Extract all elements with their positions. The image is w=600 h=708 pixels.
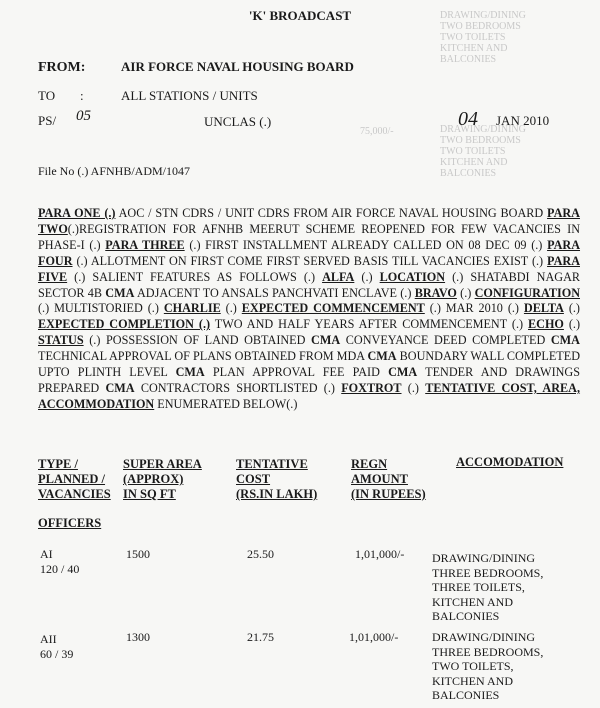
para-one-label: PARA ONE (.) [38, 206, 116, 220]
ps-handwritten-number: 05 [76, 108, 91, 124]
row-2-type: AII 60 / 39 [40, 632, 74, 661]
section-officers: OFFICERS [38, 516, 102, 530]
bleed-through-text: DRAWING/DINING TWO BEDROOMS TWO TOILETS KITCHEN AND BALCONIES [440, 10, 526, 65]
row-1-regn-amount: 1,01,000/- [355, 547, 405, 561]
location-label: LOCATION [379, 269, 446, 284]
row-2-accommodation: DRAWING/DINING THREE BEDROOMS, TWO TOILETS, KITCHEN AND BALCONIES [432, 630, 544, 702]
column-header-area: SUPER AREA (APPROX) IN SQ FT [123, 457, 202, 501]
date-day-handwritten: 04 [458, 108, 478, 130]
tentative-cost-label: TENTATIVE COST, AREA, ACCOMMODATION [38, 380, 581, 411]
configuration-label: CONFIGURATION [474, 285, 580, 300]
delta-label: DELTA [523, 301, 564, 316]
row-1-accommodation: DRAWING/DINING THREE BEDROOMS, THREE TOILETS, KITCHEN AND BALCONIES [432, 551, 544, 623]
para-two-label: PARA TWO [38, 206, 580, 236]
date-month-year: JAN 2010 [496, 113, 550, 128]
message-body: PARA ONE (.) AOC / STN CDRS / UNIT CDRS FROM AIR FORCE NAVAL HOUSING BOARD PARA TWO(.)REGISTRATION FOR AFNHB MEERUT SCHEME REOPENED FOR FEW VACANCIES IN PHASE-I (.) PARA THREE (.) FIRST INSTALLMENT ALREADY CALLED ON 08 DEC 09 (.) PARA FOUR (.) ALLOTMENT ON FIRST COME FIRST SERVED BASIS TILL VACANCIES EXIST (.) PARA FIVE (.) SALIENT FEATURES AS FOLLOWS (.) ALFA (.) LOCATION (.) SHATABDI NAGAR SECTOR 4B CMA ADJACENT TO ANSALS PANCHVATI ENCLAVE (.) BRAVO (.) CONFIGURATION (.) MULTISTORIED (.) CHARLIE (.) EXPECTED COMMENCEMENT (.) MAR 2010 (.) DELTA (.) EXPECTED COMPLETION (.) TWO AND HALF YEARS AFTER COMMENCEMENT (.) ECHO (.) STATUS (.) POSSESSION OF LAND OBTAINED CMA CONVEYANCE DEED COMPLETED CMA TECHNICAL APPROVAL OF PLANS OBTAINED FROM MDA CMA BOUNDARY WALL COMPLETED UPTO PLINTH LEVEL CMA PLAN APPROVAL FEE PAID CMA TENDER AND DRAWINGS PREPARED CMA CONTRACTORS SHORTLISTED (.) FOXTROT (.) TENTATIVE COST, AREA, ACCOMMODATION ENUMERATED BELOW(.) [38, 206, 581, 411]
row-1-cost: 25.50 [247, 547, 274, 561]
to-value: ALL STATIONS / UNITS [121, 88, 258, 103]
document-title: 'K' BROADCAST [248, 8, 352, 23]
status-label: STATUS [38, 333, 84, 348]
classification: UNCLAS (.) [204, 114, 272, 129]
column-header-type: TYPE / PLANNED / VACANCIES [38, 457, 111, 501]
column-header-accommodation: ACCOMODATION [456, 455, 564, 469]
row-1-area: 1500 [126, 547, 150, 561]
column-header-regn-amount: REGN AMOUNT (IN RUPEES) [351, 457, 426, 501]
to-label: TO [38, 88, 56, 103]
alfa-label: ALFA [322, 269, 355, 284]
ps-label: PS/ [38, 113, 57, 128]
echo-label: ECHO [528, 317, 564, 332]
row-2-cost: 21.75 [247, 630, 274, 644]
foxtrot-label: FOXTROT [341, 380, 402, 395]
row-2-regn-amount: 1,01,000/- [349, 630, 399, 644]
file-number: File No (.) AFNHB/ADM/1047 [38, 164, 191, 178]
to-colon: : [80, 88, 84, 103]
bleed-through-text: DRAWING/DINING TWO BEDROOMS TWO TOILETS KITCHEN AND BALCONIES [440, 124, 526, 179]
row-2-area: 1300 [126, 630, 150, 644]
para-four-label: PARA FOUR [38, 237, 581, 268]
row-1-type: AI 120 / 40 [40, 547, 80, 576]
bravo-label: BRAVO [414, 285, 457, 300]
from-label: FROM: [38, 60, 86, 75]
from-value: AIR FORCE NAVAL HOUSING BOARD [121, 59, 354, 74]
expected-completion-label: EXPECTED COMPLETION (.) [38, 317, 211, 332]
bleed-through-text: 75,000/- [360, 126, 394, 137]
para-three-label: PARA THREE [105, 237, 185, 252]
charlie-label: CHARLIE [163, 301, 221, 316]
para-five-label: PARA FIVE [38, 253, 580, 284]
column-header-cost: TENTATIVE COST (RS.IN LAKH) [236, 457, 318, 501]
expected-commencement-label: EXPECTED COMMENCEMENT [241, 301, 425, 316]
